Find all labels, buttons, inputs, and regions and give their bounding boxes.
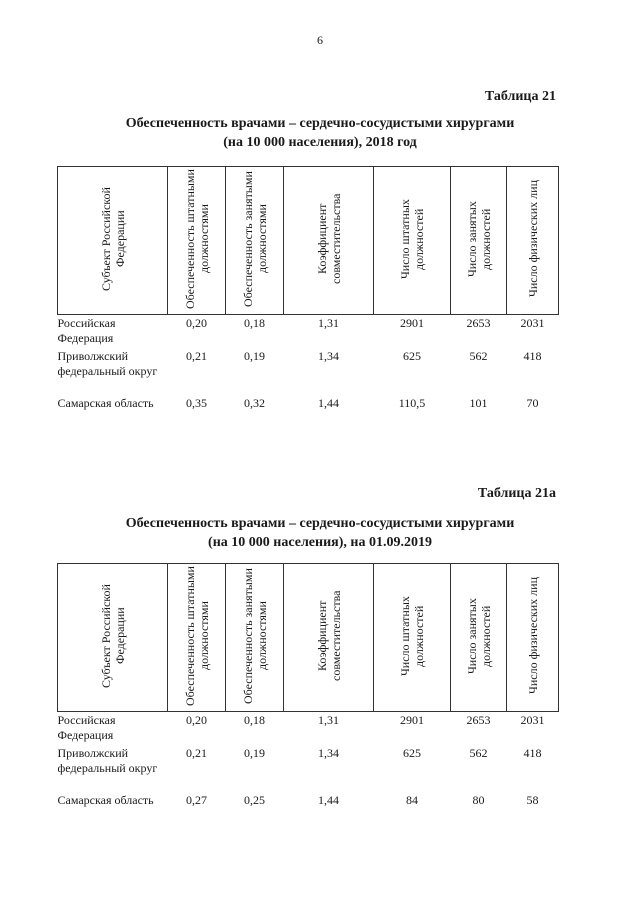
cell: 70: [526, 396, 539, 410]
cell: 2031: [520, 316, 545, 330]
table-row: [58, 348, 559, 395]
table-21: [57, 166, 559, 428]
header-cell: [451, 564, 507, 712]
cell: 2653: [466, 713, 491, 727]
header-cell: [168, 564, 226, 712]
cell: 625: [403, 746, 421, 760]
header-subject: Субъект Российской Федерации: [98, 583, 127, 688]
cell: 2901: [400, 713, 424, 727]
cell: 1,34: [318, 349, 339, 363]
cell: 1,31: [318, 713, 339, 727]
cell: 0,18: [244, 713, 265, 727]
row-subject: Приволжский федеральный округ: [57, 349, 158, 378]
cell: 0,19: [244, 746, 265, 760]
table-row: [58, 745, 559, 792]
header-cell: [226, 564, 284, 712]
table-21a-header-row: [58, 564, 559, 712]
row-subject: Российская Федерация: [57, 316, 116, 345]
header-coefficient: Коэффициент совместительства: [314, 590, 343, 681]
cell: 0,35: [186, 396, 207, 410]
table-row: [58, 395, 559, 428]
table-row: [58, 315, 559, 349]
header-coefficient: Коэффициент совместительства: [314, 193, 343, 284]
cell: 58: [526, 793, 539, 807]
header-individuals: Число физических лиц: [525, 180, 540, 297]
cell: 1,44: [318, 793, 339, 807]
header-cell: [58, 564, 168, 712]
header-cell: [284, 167, 374, 315]
cell: 0,27: [186, 793, 207, 807]
cell: 84: [406, 793, 418, 807]
cell: 562: [469, 349, 488, 363]
cell: 1,44: [318, 396, 339, 410]
table-row: [58, 792, 559, 825]
cell: 0,20: [186, 316, 207, 330]
cell: 0,19: [244, 349, 265, 363]
cell: 110,5: [398, 396, 426, 410]
header-cell: [58, 167, 168, 315]
header-staff-supply: Обеспеченность штатными должностями: [182, 565, 211, 706]
cell: 2031: [520, 713, 545, 727]
header-cell: [451, 167, 507, 315]
cell: 0,32: [244, 396, 265, 410]
table-21a-title-line2: (на 10 000 населения), на 01.09.2019: [208, 535, 432, 550]
cell: 562: [469, 746, 488, 760]
header-occupied-supply: Обеспеченность занятыми должностями: [240, 170, 269, 307]
row-subject: Российская Федерация: [57, 713, 116, 742]
table-21-header-row: [58, 167, 559, 315]
cell: 0,21: [186, 349, 207, 363]
table-21-label: Таблица 21: [484, 89, 556, 104]
row-subject: Самарская область: [57, 793, 154, 807]
cell: 0,18: [244, 316, 265, 330]
header-staff-positions: Число штатных должностей: [398, 595, 426, 676]
header-cell: [507, 564, 559, 712]
header-cell: [226, 167, 284, 315]
cell: 418: [523, 746, 542, 760]
header-cell: [507, 167, 559, 315]
table-21-title-line1: Обеспеченность врачами – сердечно-сосудистыми хирургами: [125, 116, 515, 131]
row-subject: Самарская область: [57, 396, 154, 410]
cell: 0,21: [186, 746, 207, 760]
table-21a-title: [0, 514, 640, 552]
cell: 418: [523, 349, 542, 363]
header-occupied-supply: Обеспеченность занятыми должностями: [240, 567, 269, 704]
table-21a-title-line1: Обеспеченность врачами – сердечно-сосудистыми хирургами: [125, 516, 515, 531]
header-occupied-positions: Число занятых должностей: [464, 200, 493, 277]
cell: 2653: [466, 316, 491, 330]
header-cell: [168, 167, 226, 315]
row-subject: Приволжский федеральный округ: [57, 746, 158, 775]
header-staff-supply: Обеспеченность штатными должностями: [182, 168, 211, 309]
table-21-title: [0, 114, 640, 152]
cell: 101: [469, 396, 488, 410]
header-cell: [374, 564, 451, 712]
cell: 2901: [400, 316, 424, 330]
cell: 1,34: [318, 746, 339, 760]
cell: 0,25: [244, 793, 265, 807]
header-occupied-positions: Число занятых должностей: [464, 597, 493, 674]
cell: 1,31: [318, 316, 339, 330]
table-row: [58, 712, 559, 746]
cell: 80: [472, 793, 485, 807]
header-individuals: Число физических лиц: [525, 577, 540, 694]
cell: 0,20: [186, 713, 207, 727]
table-21a: [57, 563, 559, 825]
header-staff-positions: Число штатных должностей: [398, 198, 426, 279]
cell: 625: [403, 349, 421, 363]
table-21a-label: Таблица 21а: [477, 486, 556, 501]
header-cell: [284, 564, 374, 712]
header-subject: Субъект Российской Федерации: [98, 186, 127, 291]
page-number: 6: [317, 33, 323, 47]
table-21-title-line2: (на 10 000 населения), 2018 год: [223, 135, 417, 150]
header-cell: [374, 167, 451, 315]
